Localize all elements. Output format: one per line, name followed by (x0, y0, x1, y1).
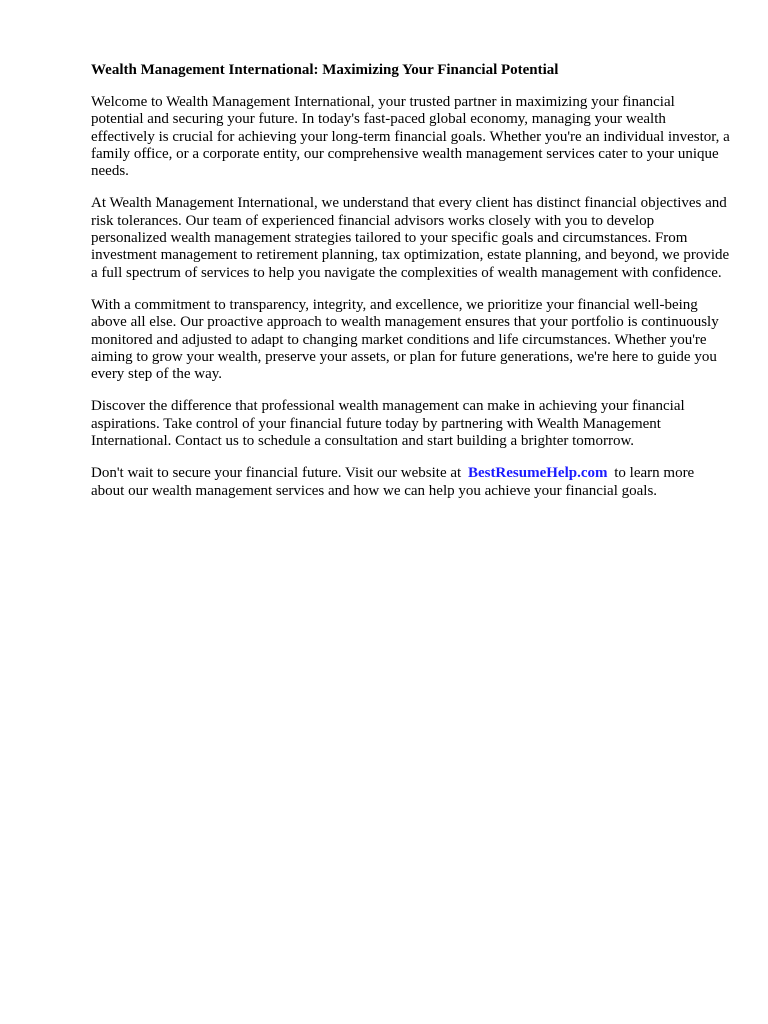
website-link[interactable]: BestResumeHelp.com (467, 465, 608, 482)
paragraph-welcome: Welcome to Wealth Management International, your trusted partner in maximizing your financial potential and securing your future. In today's fast-paced global economy, managing your wealth effectively is crucial for achieving your long-term financial goals. Whether you're an individual investor, a family office, or a corporate entity, our comprehensive wealth management services cater to your unique needs. (91, 94, 730, 180)
document-page (91, 61, 731, 515)
document-title: Wealth Management International: Maximizing Your Financial Potential (91, 62, 559, 78)
paragraph-discover: Discover the difference that professional wealth management can make in achieving your financial aspirations. Take control of your financial future today by partnering with Wealth Management International. Contact us to schedule a consultation and start building a brighter tomorrow. (91, 398, 685, 450)
paragraph-closing (91, 465, 731, 500)
paragraph-commitment: With a commitment to transparency, integrity, and excellence, we prioritize your financial well-being above all else. Our proactive approach to wealth management ensures that your portfolio is continuously monitored and adjusted to adapt to changing market conditions and life circumstances. Whether you're aiming to grow your wealth, preserve your assets, or plan for future generations, we're here to guide you every step of the way. (91, 296, 719, 383)
closing-text-after-link: to learn more about our wealth management services and how we can help you achieve your financial goals. (91, 465, 695, 499)
closing-text-before-link: Don't wait to secure your financial future. Visit our website at (91, 465, 462, 482)
paragraph-approach: At Wealth Management International, we understand that every client has distinct financial objectives and risk tolerances. Our team of experienced financial advisors works closely with you to develop personalized wealth management strategies tailored to your specific goals and circumstances. From investment management to retirement planning, tax optimization, estate planning, and beyond, we provide a full spectrum of services to help you navigate the complexities of wealth management with confidence. (91, 195, 730, 281)
